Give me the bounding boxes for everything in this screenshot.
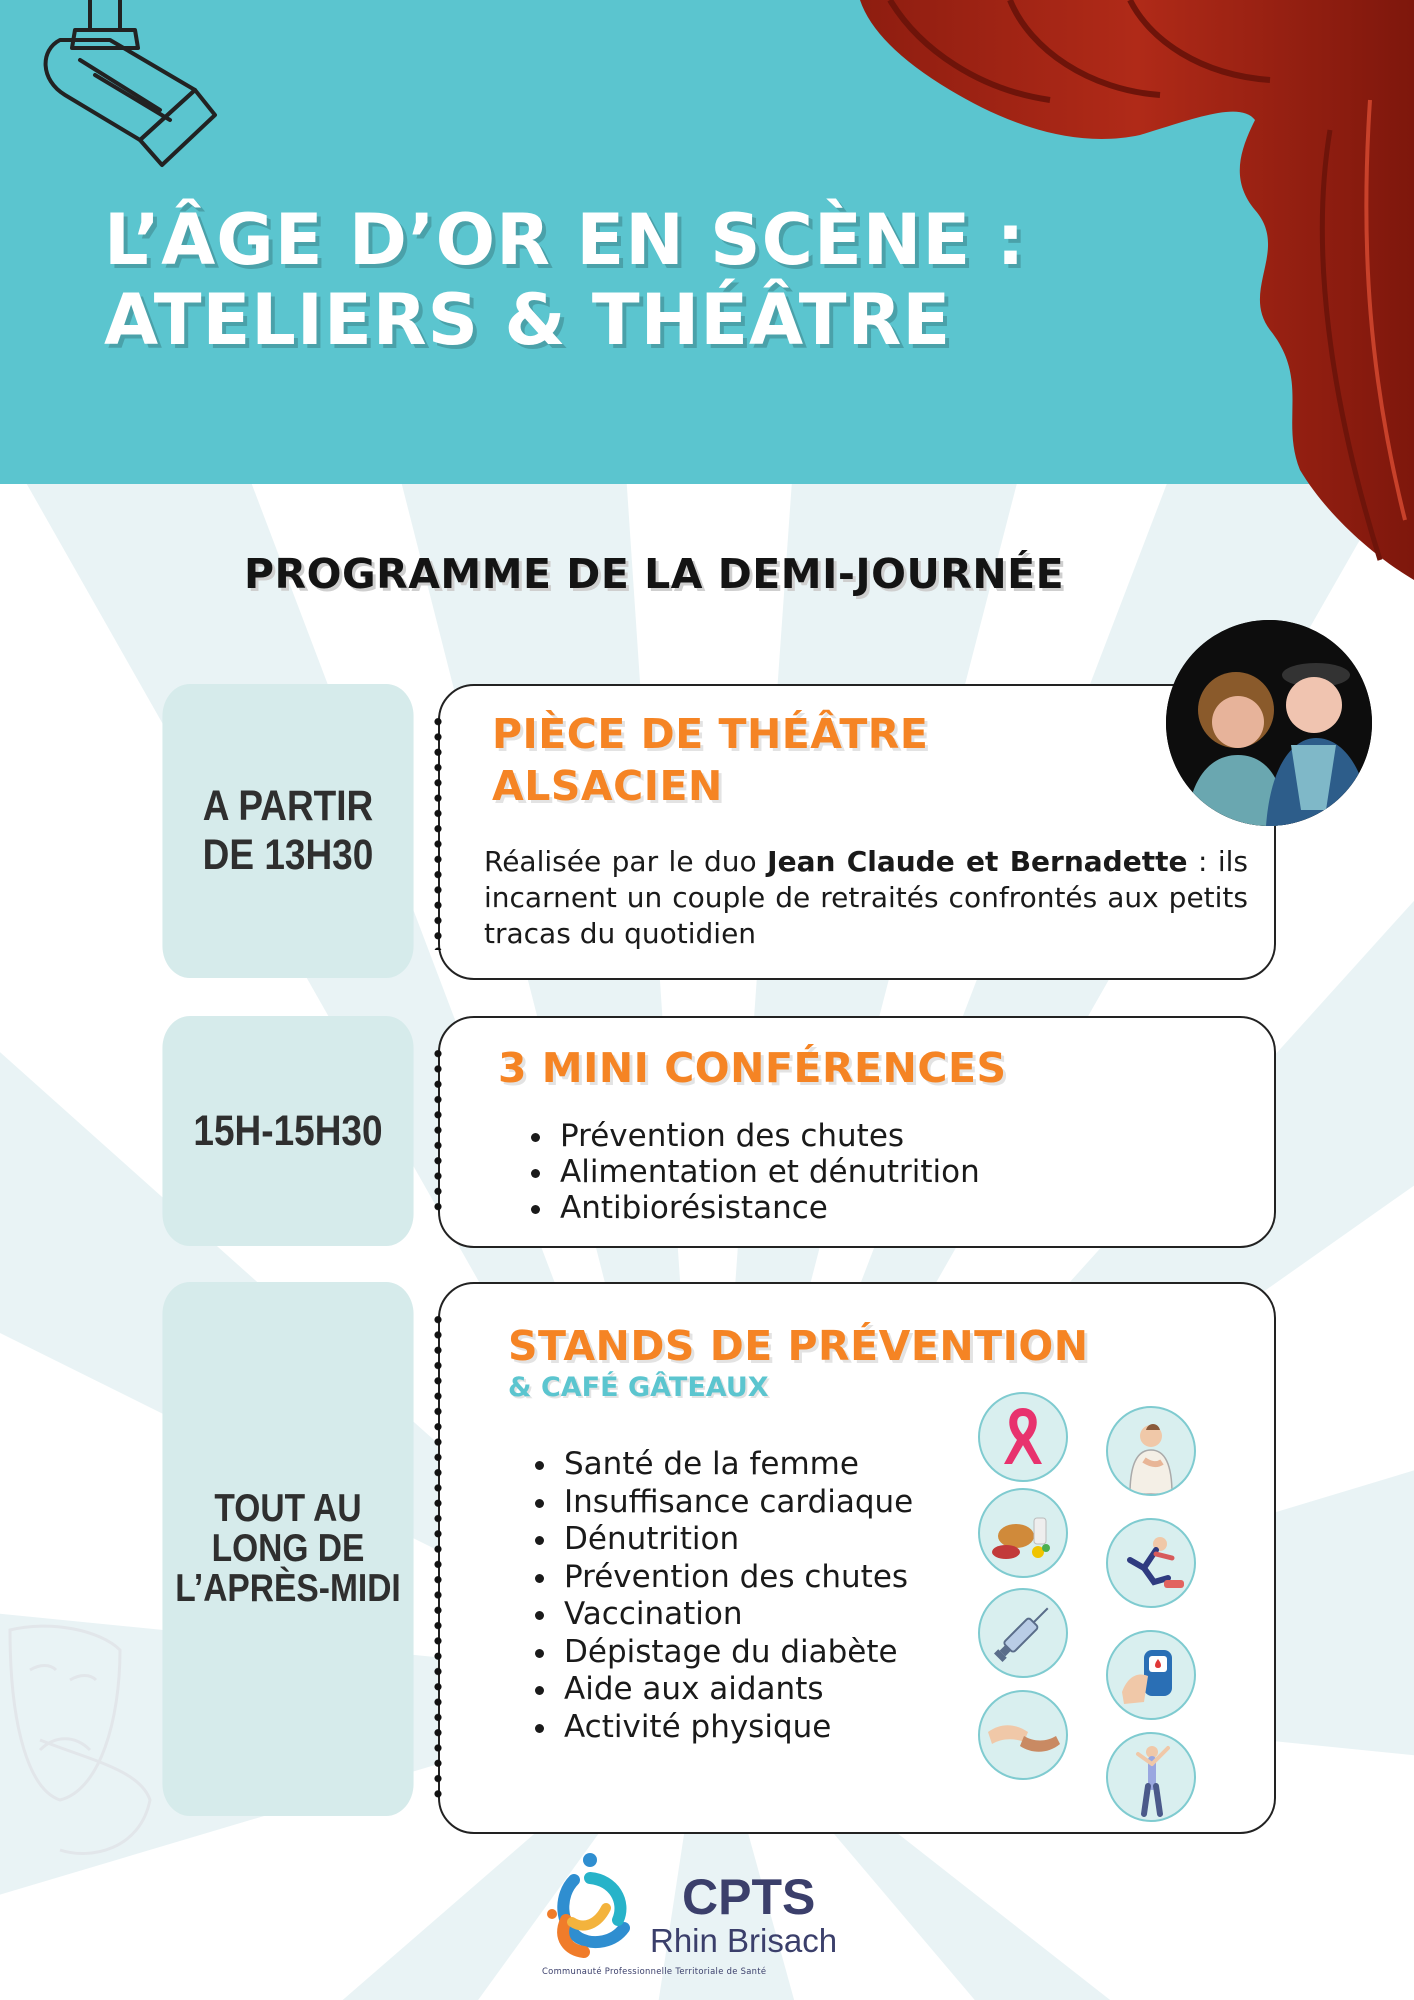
stretching-person-icon	[1106, 1732, 1196, 1822]
list-item: • Activité physique	[560, 1709, 913, 1747]
cpts-logo	[540, 1850, 880, 1990]
helping-hands-icon	[978, 1690, 1068, 1780]
stands-list	[524, 1446, 913, 1746]
performers-photo	[1166, 620, 1372, 826]
list-item: • Antibiorésistance	[556, 1190, 980, 1226]
time-label-2: 15H-15H30	[193, 1106, 383, 1155]
time-line-2: L’APRÈS-MIDI	[175, 1567, 401, 1610]
list-item: • Prévention des chutes	[560, 1559, 913, 1597]
theatre-masks-icon	[0, 1600, 160, 1860]
dotted-divider	[433, 1046, 443, 1218]
list-item: • Santé de la femme	[560, 1446, 913, 1484]
program-title: PROGRAMME DE LA DEMI-JOURNÉE	[244, 550, 1065, 598]
list-item: • Aide aux aidants	[560, 1671, 913, 1709]
list-item: • Insuffisance cardiaque	[560, 1484, 913, 1522]
session-description	[484, 844, 1248, 952]
list-item: • Prévention des chutes	[556, 1118, 980, 1154]
list-item: • Dépistage du diabète	[560, 1634, 913, 1672]
logo-subtitle: Rhin Brisach	[650, 1922, 838, 1959]
desc-text: Réalisée par le duo	[484, 845, 768, 878]
time-label-3	[162, 1489, 413, 1609]
performers-name: Jean Claude et Bernadette	[767, 845, 1188, 878]
dotted-divider	[433, 1312, 443, 1804]
spotlight-icon	[20, 0, 220, 175]
list-item: • Dénutrition	[560, 1521, 913, 1559]
session-title-conferences: 3 MINI CONFÉRENCES	[498, 1044, 1007, 1092]
desc-text-end: : ils incarnent un couple de retraités confrontés aux petits tracas du quotidien	[484, 845, 1248, 950]
logo-name: CPTS	[682, 1869, 816, 1925]
pink-ribbon-icon	[978, 1392, 1068, 1482]
list-item: • Alimentation et dénutrition	[556, 1154, 980, 1190]
time-card-3	[162, 1282, 413, 1816]
nutrition-icon	[978, 1488, 1068, 1578]
list-item: • Vaccination	[560, 1596, 913, 1634]
page-title	[104, 200, 1104, 360]
session-title-line-2: ALSACIEN	[492, 762, 723, 810]
time-card-1	[162, 684, 413, 978]
session-subtitle: & CAFÉ GÂTEAUX	[508, 1372, 769, 1403]
session-title-line-1: PIÈCE DE THÉÂTRE	[492, 710, 929, 758]
glucose-meter-icon	[1106, 1630, 1196, 1720]
time-line-1: TOUT AU LONG DE	[211, 1487, 365, 1570]
conference-list	[520, 1118, 980, 1226]
title-line-1: L’ÂGE D’OR EN SCÈNE :	[104, 199, 1026, 281]
time-card-2	[162, 1016, 413, 1246]
session-card-theatre	[438, 684, 1276, 980]
title-line-2: ATELIERS & THÉÂTRE	[104, 279, 952, 361]
syringe-icon	[978, 1588, 1068, 1678]
logo-tagline: Communauté Professionnelle Territoriale de Santé	[542, 1966, 767, 1976]
chest-pain-icon	[1106, 1406, 1196, 1496]
time-label-1: A PARTIR DE 13H30	[202, 782, 374, 879]
session-card-conferences	[438, 1016, 1276, 1248]
cpts-logo-icon	[544, 1850, 644, 1960]
session-title-theatre	[492, 708, 928, 812]
dotted-divider	[433, 714, 443, 950]
falling-person-icon	[1106, 1518, 1196, 1608]
session-title-stands: STANDS DE PRÉVENTION	[508, 1322, 1089, 1370]
